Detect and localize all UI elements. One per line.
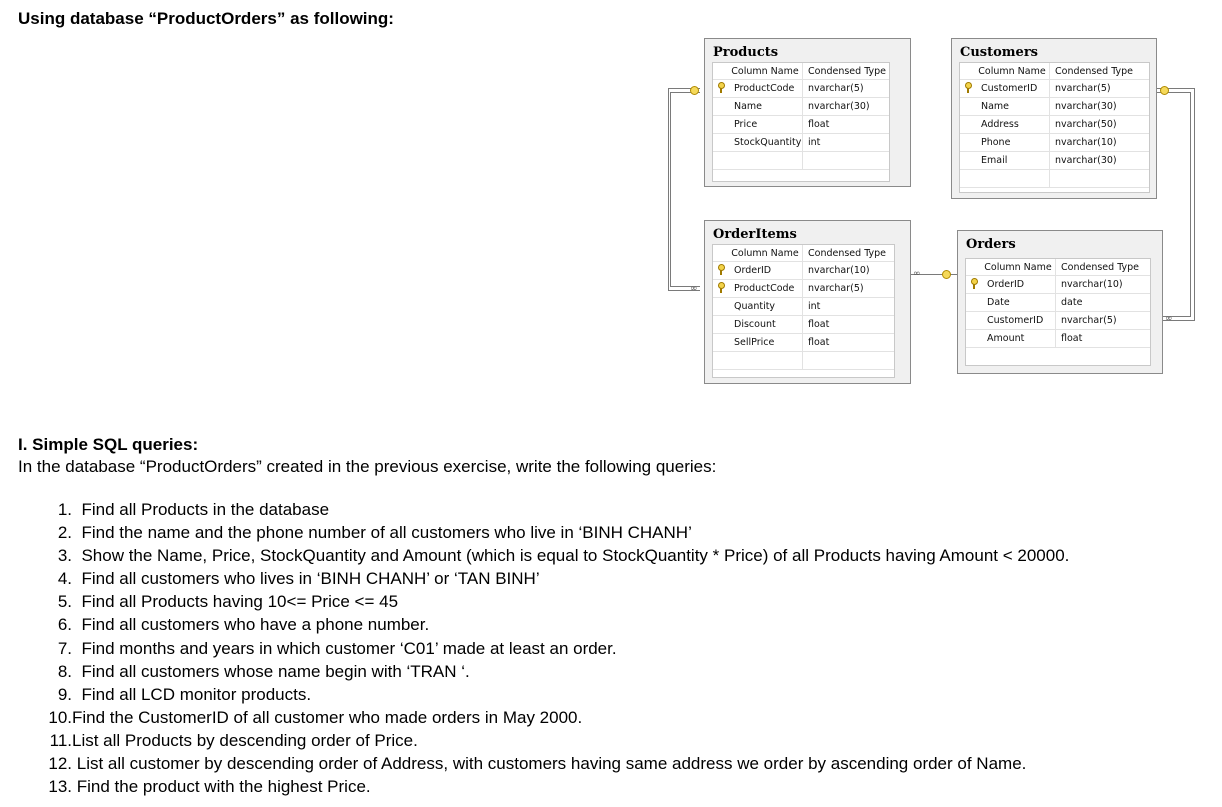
- list-item: [18, 568, 1069, 591]
- list-item: [18, 591, 1069, 614]
- column-name: Email: [975, 152, 1050, 169]
- item-text: List all Products by descending order of Price.: [72, 730, 418, 750]
- condensed-type-header: Condensed Type: [808, 247, 887, 259]
- column-type: nvarchar(30): [1055, 101, 1117, 112]
- column-row[interactable]: [713, 262, 894, 280]
- column-row[interactable]: [713, 298, 894, 316]
- list-item: [18, 730, 1069, 753]
- table-orders[interactable]: [957, 230, 1163, 374]
- column-name: Date: [981, 294, 1056, 311]
- item-number: 4.: [57, 569, 72, 589]
- item-number: 8.: [57, 661, 72, 681]
- column-type: nvarchar(5): [1055, 83, 1111, 94]
- list-item: [18, 499, 1069, 522]
- grid-header: [713, 245, 894, 262]
- intro-heading: Using database “ProductOrders” as following:: [18, 9, 394, 28]
- column-row[interactable]: [966, 294, 1150, 312]
- item-text: Find months and years in which customer ‘C01’ made at least an order.: [81, 638, 617, 658]
- condensed-type-header: Condensed Type: [808, 65, 887, 77]
- list-item: [18, 614, 1069, 637]
- column-type: nvarchar(10): [1061, 279, 1123, 290]
- column-row[interactable]: [713, 134, 889, 152]
- column-row[interactable]: [713, 280, 894, 298]
- item-text: Find all customers who have a phone number.: [81, 615, 430, 635]
- item-number: 1.: [57, 500, 72, 519]
- item-text: Find all LCD monitor products.: [81, 684, 312, 704]
- column-row[interactable]: [713, 116, 889, 134]
- item-number: 13.: [48, 777, 72, 797]
- item-number: 11.: [49, 730, 72, 750]
- column-row[interactable]: [960, 80, 1149, 98]
- item-number: 5.: [57, 592, 72, 612]
- item-text: Find the CustomerID of all customer who made orders in May 2000.: [72, 707, 583, 727]
- column-name: ProductCode: [728, 80, 803, 97]
- table-customers[interactable]: [951, 38, 1157, 199]
- item-text: Show the Name, Price, StockQuantity and Amount (which is equal to StockQuantity * Price) of all Products having Amount < 20000.: [81, 546, 1070, 566]
- column-name: OrderID: [981, 276, 1056, 293]
- empty-row: [960, 170, 1149, 188]
- column-type: date: [1061, 297, 1083, 308]
- primary-key-icon: [970, 278, 978, 289]
- column-name: Name: [975, 98, 1050, 115]
- column-type: nvarchar(10): [1055, 137, 1117, 148]
- column-type: nvarchar(30): [1055, 155, 1117, 166]
- column-name: Name: [728, 98, 803, 115]
- relationship-key-icon: [1160, 86, 1169, 95]
- column-row[interactable]: [966, 330, 1150, 348]
- column-name: SellPrice: [728, 334, 803, 351]
- column-name: CustomerID: [975, 80, 1050, 97]
- column-name-header: Column Name: [728, 63, 803, 79]
- column-name: Discount: [728, 316, 803, 333]
- column-name: CustomerID: [981, 312, 1056, 329]
- list-item: [18, 776, 1069, 799]
- column-name: StockQuantity: [728, 134, 803, 151]
- column-type: float: [808, 319, 830, 330]
- column-name: Address: [975, 116, 1050, 133]
- column-grid: [712, 244, 895, 378]
- column-type: float: [1061, 333, 1083, 344]
- relationship-key-icon: [942, 270, 951, 279]
- column-row[interactable]: [960, 116, 1149, 134]
- column-row[interactable]: [960, 98, 1149, 116]
- item-number: 3.: [57, 546, 72, 566]
- column-row[interactable]: [960, 152, 1149, 170]
- column-name: ProductCode: [728, 280, 803, 297]
- column-row[interactable]: [713, 334, 894, 352]
- column-name-header: Column Name: [975, 63, 1050, 79]
- column-type: nvarchar(5): [808, 283, 864, 294]
- column-type: float: [808, 119, 830, 130]
- item-number: 7.: [57, 638, 72, 658]
- grid-header: [966, 259, 1150, 276]
- column-type: nvarchar(10): [808, 265, 870, 276]
- section-description: In the database “ProductOrders” created in the previous exercise, write the following queries:: [18, 457, 717, 476]
- list-item: [18, 522, 1069, 545]
- column-type: nvarchar(30): [808, 101, 870, 112]
- primary-key-icon: [717, 264, 725, 275]
- section-title: I. Simple SQL queries:: [18, 435, 199, 454]
- list-item: [18, 707, 1069, 730]
- column-row[interactable]: [713, 316, 894, 334]
- primary-key-icon: [717, 82, 725, 93]
- column-type: nvarchar(5): [808, 83, 864, 94]
- item-text: Find all Products in the database: [81, 500, 330, 519]
- column-name: Phone: [975, 134, 1050, 151]
- table-title: Products: [713, 45, 779, 60]
- table-title: Customers: [960, 45, 1038, 60]
- relationship-key-icon: [690, 86, 699, 95]
- query-list: [18, 499, 1069, 799]
- condensed-type-header: Condensed Type: [1055, 65, 1134, 77]
- list-item: [18, 545, 1069, 568]
- empty-row: [713, 352, 894, 370]
- column-row[interactable]: [966, 312, 1150, 330]
- table-title: Orders: [966, 237, 1016, 252]
- table-orderitems[interactable]: [704, 220, 911, 384]
- list-item: [18, 661, 1069, 684]
- list-item: [18, 684, 1069, 707]
- primary-key-icon: [964, 82, 972, 93]
- column-type: int: [808, 301, 821, 312]
- item-number: 10.: [48, 707, 72, 727]
- item-text: Find the name and the phone number of all customers who live in ‘BINH CHANH’: [81, 523, 692, 543]
- item-text: Find all customers whose name begin with ‘TRAN ‘.: [81, 661, 470, 681]
- column-name-header: Column Name: [728, 245, 803, 261]
- column-name: Price: [728, 116, 803, 133]
- column-name-header: Column Name: [981, 259, 1056, 275]
- item-text: Find all Products having 10<= Price <= 45: [81, 592, 399, 612]
- column-grid: [965, 258, 1151, 366]
- item-text: List all customer by descending order of Address, with customers having same address we order by ascending order of Name.: [76, 754, 1027, 774]
- relationship-infinity-icon: ∞: [913, 269, 921, 279]
- item-text: Find the product with the highest Price.: [76, 777, 371, 797]
- relationship-infinity-icon: ∞: [1165, 314, 1173, 324]
- empty-row: [713, 152, 889, 170]
- list-item: [18, 638, 1069, 661]
- item-text: Find all customers who lives in ‘BINH CHANH’ or ‘TAN BINH’: [81, 569, 540, 589]
- column-type: int: [808, 137, 821, 148]
- item-number: 9.: [57, 684, 72, 704]
- item-number: 12.: [48, 754, 72, 774]
- grid-header: [713, 63, 889, 80]
- column-type: nvarchar(5): [1061, 315, 1117, 326]
- item-number: 2.: [57, 523, 72, 543]
- column-row[interactable]: [966, 276, 1150, 294]
- relationship-infinity-icon: ∞: [690, 284, 698, 294]
- item-number: 6.: [57, 615, 72, 635]
- list-item: [18, 753, 1069, 776]
- column-row[interactable]: [713, 80, 889, 98]
- column-row[interactable]: [960, 134, 1149, 152]
- primary-key-icon: [717, 282, 725, 293]
- column-type: nvarchar(50): [1055, 119, 1117, 130]
- grid-header: [960, 63, 1149, 80]
- column-name: Amount: [981, 330, 1056, 347]
- condensed-type-header: Condensed Type: [1061, 261, 1140, 273]
- column-grid: [712, 62, 890, 182]
- column-row[interactable]: [713, 98, 889, 116]
- column-name: Quantity: [728, 298, 803, 315]
- table-title: OrderItems: [713, 227, 797, 242]
- table-products[interactable]: [704, 38, 911, 187]
- column-type: float: [808, 337, 830, 348]
- column-name: OrderID: [728, 262, 803, 279]
- column-grid: [959, 62, 1150, 193]
